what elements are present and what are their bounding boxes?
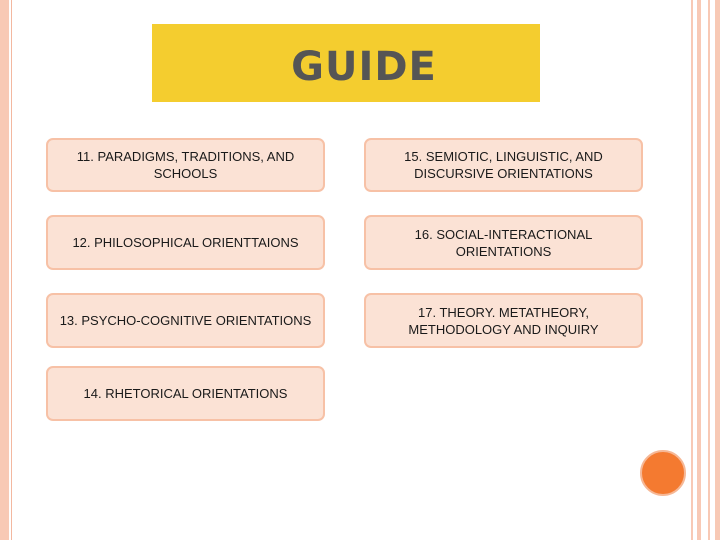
right-frame-bar [715,0,720,540]
right-frame-line [708,0,710,540]
right-frame-line [697,0,701,540]
left-frame-line [11,0,12,540]
page-title: GUIDE [291,44,437,90]
right-frame-line [691,0,693,540]
guide-card-11[interactable] [46,138,325,192]
title-banner [152,24,540,102]
guide-card-15[interactable] [364,138,643,192]
guide-card-label: 11. PARADIGMS, TRADITIONS, AND SCHOOLS [76,149,295,181]
guide-card-14[interactable] [46,366,325,421]
decorative-circle-icon [640,450,686,496]
guide-card-label: 17. THEORY. METATHEORY, METHODOLOGY AND INQUIRY [408,304,599,337]
left-frame-bar [0,0,9,540]
guide-card-17[interactable] [364,293,643,348]
guide-card-label: 12. PHILOSOPHICAL ORIENTTAIONS [72,235,299,250]
guide-card-13[interactable] [46,293,325,348]
guide-card-label: 15. SEMIOTIC, LINGUISTIC, AND DISCURSIVE ORIENTATIONS [404,149,603,181]
guide-card-label: 13. PSYCHO-COGNITIVE ORIENTATIONS [59,313,312,328]
guide-card-16[interactable] [364,215,643,270]
guide-card-label: 16. SOCIAL-INTERACTIONAL ORIENTATIONS [414,226,593,259]
guide-card-label: 14. RHETORICAL ORIENTATIONS [83,386,288,401]
guide-card-12[interactable] [46,215,325,270]
